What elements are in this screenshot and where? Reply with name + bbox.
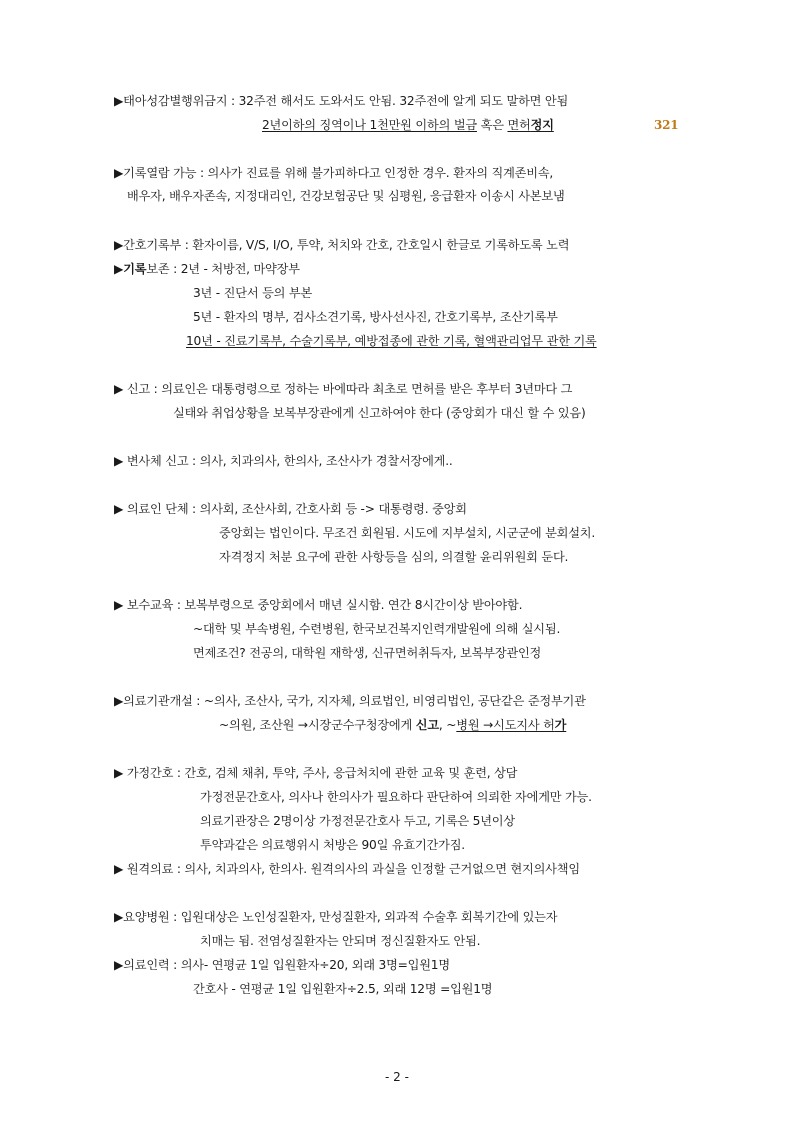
text-line: ▶의료기관개설 : ~의사, 조산사, 국가, 지자체, 의료법인, 비영리법인, 공단같은 준정부기관 bbox=[114, 694, 586, 708]
page-number: - 2 - bbox=[385, 1070, 409, 1084]
text-line: 투약과같은 의료행위시 처방은 90일 유효기간가짐. bbox=[200, 838, 465, 852]
bold-underlined-text: 가 bbox=[554, 718, 567, 732]
underlined-text: 병원 →시도지사 허 bbox=[456, 718, 555, 732]
text-span: , ~ bbox=[438, 718, 457, 732]
text-line: 자격정지 처분 요구에 관한 사항등을 심의, 의결할 윤리위원회 둔다. bbox=[219, 550, 569, 564]
text-line bbox=[114, 261, 300, 277]
text-line: ▶ 원격의료 : 의사, 치과의사, 한의사. 원격의사의 과실을 인정할 근거없으면 현지의사책임 bbox=[114, 862, 580, 876]
text-line: ▶요양병원 : 입원대상은 노인성질환자, 만성질환자, 외과적 수술후 회복기간에 있는자 bbox=[114, 910, 558, 924]
text-line: ▶태아성감별행위금지 : 32주전 해서도 도와서도 안됨. 32주전에 알게 되도 말하면 안됨 bbox=[114, 94, 569, 108]
text-line: 배우자, 배우자존속, 지정대리인, 건강보험공단 및 심평원, 응급환자 이송시 사본보냄 bbox=[127, 189, 565, 203]
text-line: ▶ 가정간호 : 간호, 검체 채취, 투약, 주사, 응급처치에 관한 교육 및 훈련, 상담 bbox=[114, 766, 518, 780]
text-line: 가정전문간호사, 의사나 한의사가 필요하다 판단하여 의뢰한 자에게만 가능. bbox=[200, 790, 592, 804]
text-line bbox=[262, 117, 554, 133]
text-line: ▶기록열람 가능 : 의사가 진료를 위해 불가피하다고 인정한 경우. 환자의 직계존비속, bbox=[114, 166, 554, 180]
underlined-text: 면허 bbox=[507, 118, 531, 132]
text-line: ▶ 변사체 신고 : 의사, 치과의사, 한의사, 조산사가 경찰서장에게.. bbox=[114, 454, 453, 468]
text-line: 간호사 - 연평균 1일 입원환자÷2.5, 외래 12명 =입원1명 bbox=[193, 982, 493, 996]
text-line: 중앙회는 법인이다. 무조건 회원됨. 시도에 지부설치, 시군군에 분회설치. bbox=[219, 526, 596, 540]
page-reference: 321 bbox=[654, 118, 679, 132]
text-span: →시장군수구청장에게 bbox=[297, 718, 416, 732]
bold-text: 기록 bbox=[123, 262, 147, 276]
text-line: 실태와 취업상황을 보복부장관에게 신고하여야 한다 (중앙회가 대신 할 수 있음) bbox=[173, 406, 586, 420]
text-span: 보존 : 2년 - 처방전, 마약장부 bbox=[146, 262, 300, 276]
arrow-marker: ▶ bbox=[114, 262, 124, 276]
text-span: ~의원, 조산원 bbox=[219, 718, 298, 732]
text-line bbox=[219, 717, 566, 733]
text-line: ▶의료인력 : 의사- 연평균 1일 입원환자÷20, 외래 3명=입원1명 bbox=[114, 958, 450, 972]
text-line: ▶간호기록부 : 환자이름, V/S, I/O, 투약, 처치와 간호, 간호일시 한글로 기록하도록 노력 bbox=[114, 238, 570, 252]
text-line: 의료기관장은 2명이상 가정전문간호사 두고, 기록은 5년이상 bbox=[200, 814, 515, 828]
bold-underlined-text: 정지 bbox=[530, 118, 554, 132]
text-line: ▶ 보수교육 : 보복부령으로 중앙회에서 매년 실시함. 연간 8시간이상 받아야함. bbox=[114, 598, 523, 612]
bold-text: 신고 bbox=[415, 718, 439, 732]
text-line: 3년 - 진단서 등의 부본 bbox=[193, 286, 313, 300]
text-span: 혹은 bbox=[476, 118, 508, 132]
text-line: ▶ 의료인 단체 : 의사회, 조산사회, 간호사회 등 -> 대통령령. 중앙회 bbox=[114, 502, 467, 516]
text-line: 5년 - 환자의 명부, 검사소견기록, 방사선사진, 간호기록부, 조산기록부 bbox=[193, 310, 558, 324]
underlined-text: 2년이하의 징역이나 1천만원 이하의 벌금 bbox=[262, 118, 477, 132]
underlined-text-line: 10년 - 진료기록부, 수술기록부, 예방접종에 관한 기록, 혈액관리업무 관한 기록 bbox=[186, 334, 597, 348]
text-line: ~대학 및 부속병원, 수련병원, 한국보건복지인력개발원에 의해 실시됨. bbox=[193, 622, 561, 636]
text-line: ▶ 신고 : 의료인은 대통령령으로 정하는 바에따라 최초로 면허를 받은 후부터 3년마다 그 bbox=[114, 382, 573, 396]
text-line: 치매는 됨. 전염성질환자는 안되며 정신질환자도 안됨. bbox=[200, 934, 481, 948]
text-line: 면제조건? 전공의, 대학원 재학생, 신규면허취득자, 보복부장관인정 bbox=[193, 646, 542, 660]
